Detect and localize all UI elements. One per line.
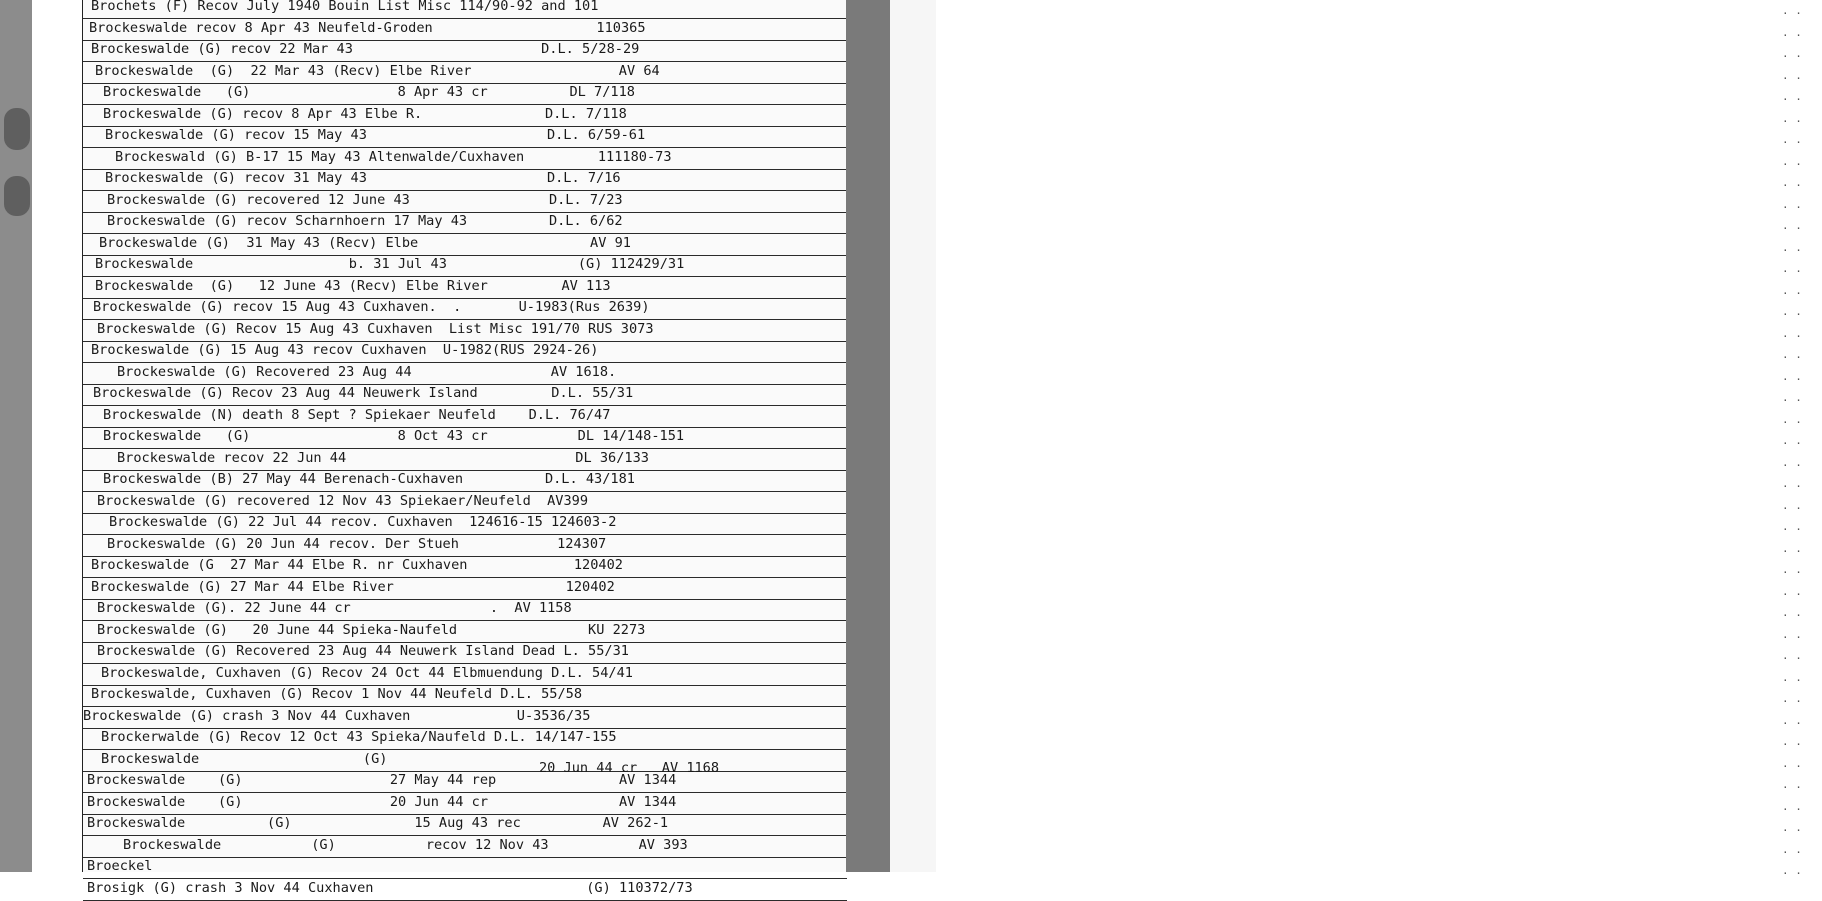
ledger-row-text: Brockeswalde (G) Recov 23 Aug 44 Neuwerk Island D.L. 55/31 <box>93 385 634 401</box>
ledger-row <box>83 105 847 127</box>
ledger-row <box>83 83 847 105</box>
right-binding-strip <box>846 0 890 872</box>
ledger-row-text: Brockeswalde (G) 8 Oct 43 cr DL 14/148-151 <box>103 428 685 444</box>
ledger-row-text: Brockeswalde, Cuxhaven (G) Recov 1 Nov 44 Neufeld D.L. 55/58 <box>91 686 583 702</box>
ledger-row <box>83 341 847 363</box>
ledger-row <box>83 513 847 535</box>
ledger-row-text: Brockeswalde recov 22 Jun 44 DL 36/133 <box>117 449 649 466</box>
ledger-row-text: Brochets (F) Recov July 1940 Bouin List Misc 114/90-92 and 101 <box>91 0 599 14</box>
ledger-row <box>83 578 847 600</box>
ledger-row <box>83 685 847 707</box>
ledger-row <box>83 191 847 213</box>
ledger-row <box>83 320 847 342</box>
ledger-row-text: Broeckel <box>87 858 153 874</box>
ledger-row <box>83 169 847 191</box>
ledger-row-text: Brockeswalde (G) 20 Jun 44 cr AV 1344 <box>87 793 677 810</box>
ledger-row-text: Brockeswalde (G) recov Scharnhoern 17 May 43 D.L. 6/62 <box>107 213 623 229</box>
ledger-row <box>83 857 847 879</box>
ledger-row <box>83 298 847 320</box>
ledger-row <box>83 621 847 643</box>
ledger-row-text: Brockeswalde (G) recov 12 Nov 43 AV 393 <box>123 836 688 853</box>
edge-marks: . . . . . . . . . . . . . . . . . . . . . . . . . . . . . . . . . . . . . . . . . . . . . . . . . . . . . . . . . . . . . . . . . . . . . . . . . . . . . . . . . . <box>1782 4 1802 877</box>
ledger-row <box>83 0 847 19</box>
ledger-row-text: Brockeswalde (G) 31 May 43 (Recv) Elbe AV 91 <box>99 234 631 251</box>
ledger-row <box>83 707 847 729</box>
ledger-row <box>83 879 847 901</box>
ledger-row-text: Brockeswalde (G) 12 June 43 (Recv) Elbe River AV 113 <box>95 277 611 294</box>
ledger-row <box>83 836 847 858</box>
ledger-row-text: Brockeswalde (G) 27 May 44 rep AV 1344 <box>87 772 677 788</box>
ledger-row-text: Brockeswalde (G) 27 Mar 44 Elbe River 120402 <box>91 578 615 595</box>
ledger-row <box>83 771 847 793</box>
ledger-row-text: Brockeswalde (N) death 8 Sept ? Spiekaer Neufeld D.L. 76/47 <box>103 406 611 423</box>
ledger-row <box>83 492 847 514</box>
ledger-row-text: Brockeswalde (G) recov 31 May 43 D.L. 7/16 <box>105 170 621 186</box>
ledger-row-text: Brockeswalde (G) crash 3 Nov 44 Cuxhaven U-3536/35 <box>83 707 591 724</box>
ledger-row <box>83 126 847 148</box>
punch-hole-top <box>4 108 30 150</box>
ledger-row <box>83 148 847 170</box>
ledger-row-text: Brockeswalde (G) Recovered 23 Aug 44 Neuwerk Island Dead L. 55/31 <box>97 643 629 659</box>
ledger-row-text: Brockeswalde (G) recov 22 Mar 43 D.L. 5/28-29 <box>91 41 640 57</box>
ledger-row-text: Brockeswalde, Cuxhaven (G) Recov 24 Oct 44 Elbmuendung D.L. 54/41 <box>101 664 633 681</box>
ledger-row-text: Brockeswalde (G) recovered 12 Nov 43 Spiekaer/Neufeld AV399 <box>97 492 589 509</box>
ledger-row-text: Brockeswalde (G) recov 8 Apr 43 Elbe R. D.L. 7/118 <box>103 105 627 122</box>
ledger-row <box>83 40 847 62</box>
ledger-row <box>83 470 847 492</box>
ledger-row-text: Brockeswalde (G) <box>101 750 388 767</box>
ledger-row-text: Brockeswalde (G). 22 June 44 cr . AV 1158 <box>97 600 572 616</box>
ledger-row <box>83 793 847 815</box>
ledger-row <box>83 62 847 84</box>
right-margin <box>890 0 1802 877</box>
ledger-row-text: Brockeswalde b. 31 Jul 43 (G) 112429/31 <box>95 256 685 272</box>
ledger-row-text: Brockeswalde (G) 22 Jul 44 recov. Cuxhaven 124616-15 124603-2 <box>109 514 617 530</box>
ledger-row <box>83 255 847 277</box>
punch-hole-bottom <box>4 176 30 216</box>
ledger-row <box>83 664 847 686</box>
ledger-row-text: Brockeswalde (G) 22 Mar 43 (Recv) Elbe River AV 64 <box>95 62 660 79</box>
ledger-row-text: Brockerwalde (G) Recov 12 Oct 43 Spieka/Naufeld D.L. 14/147-155 <box>101 729 617 745</box>
ledger-page <box>82 0 847 896</box>
ledger-row-text: Brockeswalde (G) recovered 12 June 43 D.L. 7/23 <box>107 191 623 208</box>
ledger-row-text: Brockeswalde (G) 15 Aug 43 recov Cuxhaven U-1982(RUS 2924-26) <box>91 342 599 358</box>
ledger-row-text: Brockeswalde (G 27 Mar 44 Elbe R. nr Cuxhaven 120402 <box>91 557 623 573</box>
ledger-row <box>83 277 847 299</box>
ledger-row-text: Brockeswalde (G) recov 15 Aug 43 Cuxhaven. . U-1983(Rus 2639) <box>93 299 650 315</box>
ledger-row-text: Brockeswalde (G) Recov 15 Aug 43 Cuxhaven List Misc 191/70 RUS 3073 <box>97 320 654 337</box>
ledger-row <box>83 406 847 428</box>
ledger-row <box>83 449 847 471</box>
ledger-row <box>83 556 847 578</box>
ledger-row <box>83 642 847 664</box>
ledger-row <box>83 234 847 256</box>
ledger-row <box>83 814 847 836</box>
ledger-row <box>83 427 847 449</box>
ledger-row <box>83 599 847 621</box>
ledger-row-text: Brockeswalde (G) 15 Aug 43 rec AV 262-1 <box>87 815 669 831</box>
ledger-row <box>83 384 847 406</box>
ledger-row <box>83 212 847 234</box>
ledger-row-text: Brockeswalde (G) Recovered 23 Aug 44 AV 1618. <box>117 363 617 380</box>
ledger-row-text: Brockeswalde (G) recov 15 May 43 D.L. 6/59-61 <box>105 127 646 143</box>
ledger-row-text: Brosigk (G) crash 3 Nov 44 Cuxhaven (G) 110372/73 <box>87 879 693 896</box>
ledger-row-text: Brockeswalde (G) 20 June 44 Spieka-Naufeld KU 2273 <box>97 621 646 638</box>
ledger-row-text: Brockeswalde (G) 8 Apr 43 cr DL 7/118 <box>103 84 635 100</box>
ledger-row <box>83 535 847 557</box>
ledger-row <box>83 750 847 776</box>
ledger-row <box>83 363 847 385</box>
ledger-row <box>83 728 847 750</box>
ledger-row-text: Brockeswalde recov 8 Apr 43 Neufeld-Groden 110365 <box>89 19 646 36</box>
ledger-row-text: Brockeswalde (G) 20 Jun 44 recov. Der Stueh 124307 <box>107 535 607 552</box>
ledger-row-text: Brockeswald (G) B-17 15 May 43 Altenwalde/Cuxhaven 111180-73 <box>115 148 672 165</box>
ledger-row-text: Brockeswalde (B) 27 May 44 Berenach-Cuxhaven D.L. 43/181 <box>103 471 635 487</box>
ledger-row <box>83 19 847 41</box>
ledger-row-tail: 20 Jun 44 cr AV 1168 <box>539 759 720 776</box>
